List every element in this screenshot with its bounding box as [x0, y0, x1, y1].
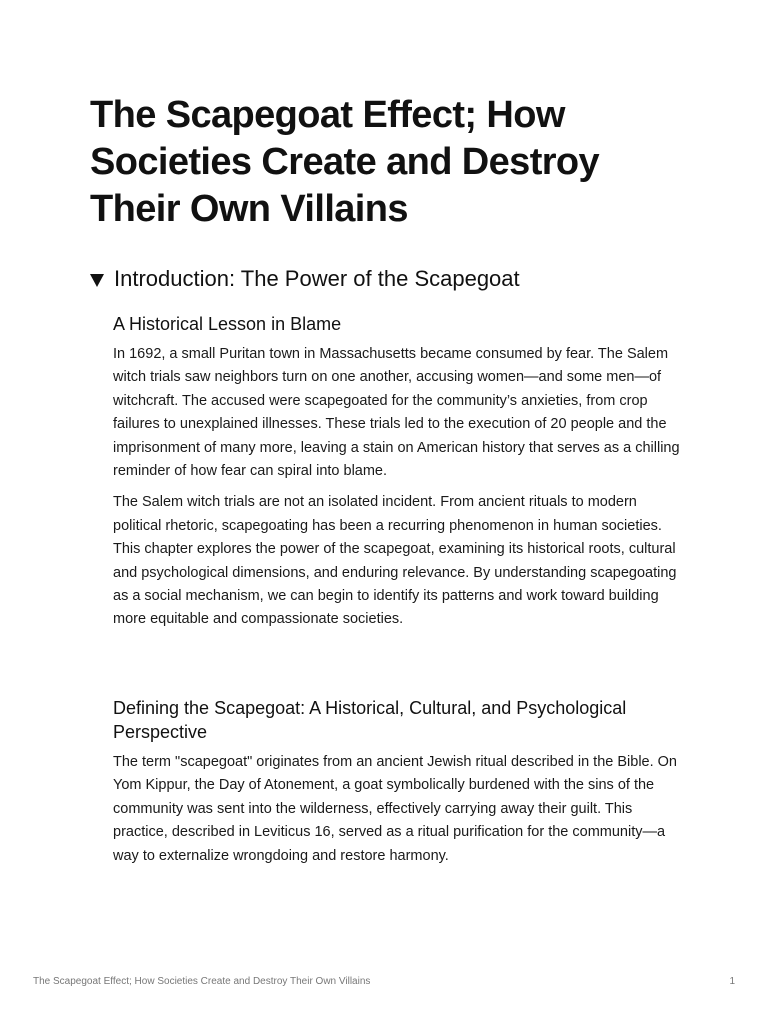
section-historical-lesson: [113, 312, 681, 640]
section-heading: A Historical Lesson in Blame: [113, 314, 342, 334]
paragraph: The term "scapegoat" originates from an ancient Jewish ritual described in the Bible. On Yom Kippur, the Day of Atonement, a goat symbolically burdened with the sins of the community was sent into the wilderness, effectively carrying away their guilt. This practice, described in Leviticus 16, served as a ritual purification for the community—a way to externalize wrongdoing and restore harmony.: [113, 754, 677, 864]
page-number: 1: [729, 976, 735, 987]
section-defining-scapegoat: [113, 696, 681, 876]
section-heading: Defining the Scapegoat: A Historical, Cultural, and Psychological Perspective: [113, 698, 627, 742]
footer-title: The Scapegoat Effect; How Societies Create and Destroy Their Own Villains: [33, 976, 371, 987]
paragraph: The Salem witch trials are not an isolated incident. From ancient rituals to modern political rhetoric, scapegoating has been a recurring phenomenon in human societies. This chapter explores the power of the scapegoat, examining its historical roots, cultural and psychological dimensions, and enduring relevance. By understanding scapegoating as a social mechanism, we can begin to identify its patterns and work toward building more equitable and compassionate societies.: [113, 494, 677, 628]
toggle-heading-label: Introduction: The Power of the Scapegoat: [114, 266, 520, 291]
triangle-down-icon[interactable]: [90, 274, 104, 287]
paragraph: In 1692, a small Puritan town in Massachusetts became consumed by fear. The Salem witch trials saw neighbors turn on one another, accusing women—and some men—of witchcraft. The accused were scapegoated for the community’s anxieties, from crop failures to unexplained illnesses. These trials led to the execution of 20 people and the imprisonment of many more, leaving a stain on American history that serves as a chilling reminder of how fear can spiral into blame.: [113, 346, 680, 480]
toggle-heading-introduction[interactable]: [90, 265, 520, 293]
document-title: The Scapegoat Effect; How Societies Create and Destroy Their Own Villains: [90, 94, 600, 230]
